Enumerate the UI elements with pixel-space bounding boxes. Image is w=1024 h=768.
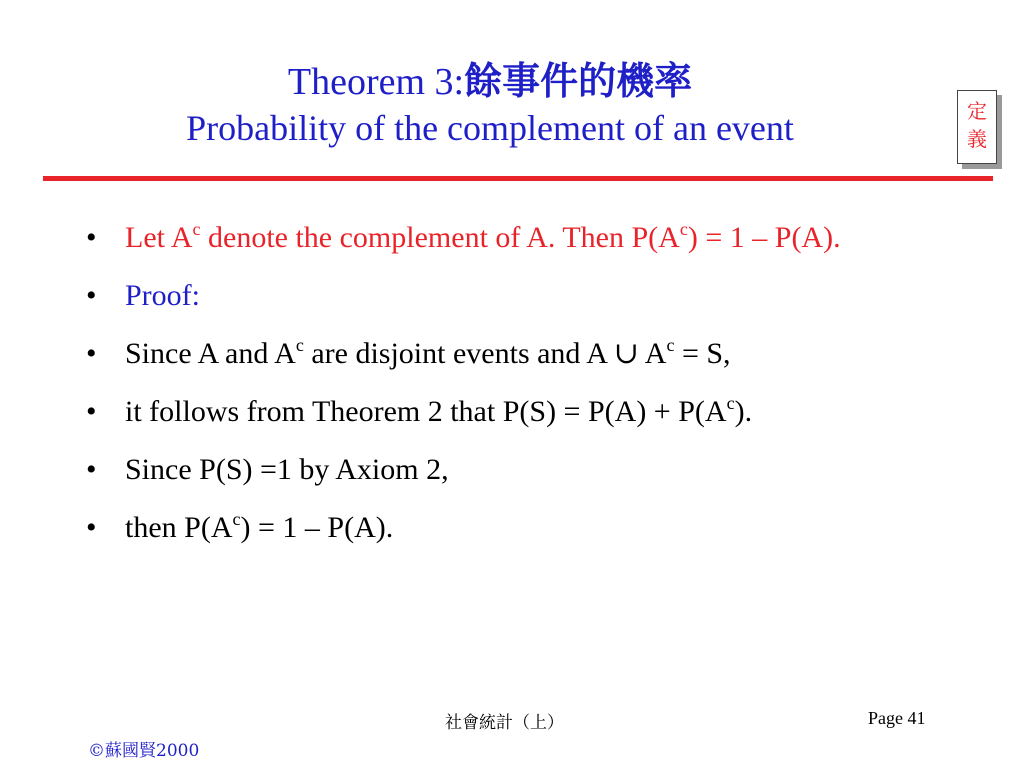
bullet-text: are disjoint events and A ∪ A bbox=[303, 337, 667, 370]
bullet-text: Proof: bbox=[125, 279, 200, 312]
title-theorem-label: Theorem 3: bbox=[287, 61, 465, 103]
definition-badge bbox=[957, 90, 997, 164]
bullet-item bbox=[82, 273, 962, 319]
bullet-item bbox=[82, 215, 962, 261]
superscript-c: c bbox=[232, 509, 241, 529]
superscript-c: c bbox=[192, 219, 201, 239]
bullet-item bbox=[82, 447, 962, 493]
bullet-text: = S, bbox=[674, 337, 731, 370]
bullet-text: Since A and A bbox=[125, 337, 296, 370]
bullet-item bbox=[82, 389, 962, 435]
superscript-c: c bbox=[295, 335, 304, 355]
superscript-c: c bbox=[666, 335, 675, 355]
footer-course-title: 社會統計（上） bbox=[445, 713, 564, 733]
bullet-text: ) = 1 – P(A). bbox=[240, 511, 394, 544]
bullet-text: denote the complement of A. Then P(A bbox=[200, 221, 680, 254]
bullet-text: ) = 1 – P(A). bbox=[687, 221, 841, 254]
title-divider bbox=[43, 176, 993, 181]
definition-badge-char-2: 義 bbox=[967, 127, 987, 151]
bullet-item bbox=[82, 331, 962, 377]
superscript-c: c bbox=[726, 393, 735, 413]
bullet-text: then P(A bbox=[125, 511, 233, 544]
footer-copyright: ©蘇國賢2000 bbox=[88, 741, 200, 761]
title-line-2: Probability of the complement of an event bbox=[186, 108, 794, 148]
superscript-c: c bbox=[679, 219, 688, 239]
slide-title bbox=[40, 58, 940, 151]
bullet-text: ). bbox=[734, 395, 753, 428]
title-cjk-text: 餘事件的機率 bbox=[464, 58, 693, 103]
bullet-text: it follows from Theorem 2 that P(S) = P(A) + P(A bbox=[125, 395, 727, 428]
title-line-1 bbox=[40, 58, 940, 105]
bullet-item bbox=[82, 505, 962, 551]
footer-page-number: Page 41 bbox=[868, 708, 926, 728]
bullet-text: Let A bbox=[125, 221, 193, 254]
bullet-text: Since P(S) =1 by Axiom 2, bbox=[125, 453, 449, 486]
bullet-list bbox=[82, 215, 962, 563]
definition-badge-char-1: 定 bbox=[967, 99, 987, 123]
